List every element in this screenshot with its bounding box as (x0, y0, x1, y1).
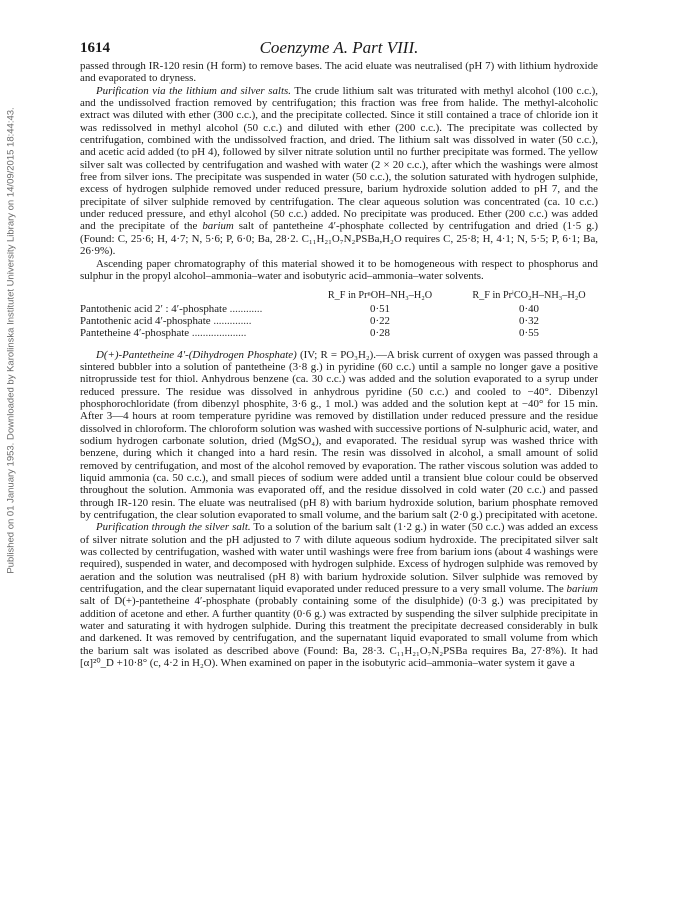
journal-page (80, 38, 598, 670)
compound-name: Pantothenic acid 4′-phosphate .............. (80, 314, 252, 327)
rf-table (80, 290, 598, 339)
compound-name: Pantetheine 4′-phosphate .................... (80, 327, 247, 340)
table-row (80, 303, 598, 315)
paragraph-pantetheine-phosphate (80, 349, 598, 522)
rf-value: 0·55 (519, 327, 539, 340)
table-row (80, 315, 598, 327)
running-title: Coenzyme A. Part VIII. (259, 38, 419, 57)
italic-word: barium (202, 220, 234, 233)
paragraph-purification-lithium-silver (80, 85, 598, 258)
rf-value: 0·32 (519, 314, 539, 327)
rf-table-header (80, 290, 598, 302)
paragraph-purification-silver (80, 521, 598, 669)
paragraph-text: salt of pantetheine 4′-phosphate collected by centrifugation and dried (1·5 g.) (Found: C, 25·6; H, 4·7; N, 5·6; P, 6·0; Ba, 28·2. C₁₁H₂₁O₇N₂PSBa,H₂O requires C, 25·8; H, 4·1; N, 5·5; P, 6·1; Ba, 26·9%). (80, 220, 598, 258)
paragraph-text: (IV; R = PO₃H₂).—A brisk current of oxygen was passed through a sintered bubbler into a solution of pantetheine (3·8 g.) in pyridine (60 c.c.) until a sample no longer gave a positive nitroprusside test for thiol. Anhydrous benzene (ca. 30 c.c.) was added and the solution evaporated to a syrup under reduced pressure. The residue was dissolved in anhydrous pyridine (50 c.c.) and cooled to −40°. Dibenzyl phosphorochloridate (from dibenzyl phosphite, 3·6 g., 1 mol.) was added and the solution kept at −40° for 15 min. After 3—4 hours at room temperature pyridine was removed by distillation under reduced pressure and the residue dissolved in chloroform. The chloroform solution was washed with successive portions of N-sulphuric acid, water, and sodium hydrogen carbonate solution, dried (MgSO₄), and evaporated. The residual syrup was washed thrice with benzene, during which it changed into a hard resin. The resin was dissolved in alcohol, a small amount of solid removed by centrifugation, and most of the alcohol removed by evaporation. The rather viscous solution was added to liquid ammonia (ca. 50 c.c.), and small pieces of sodium were added until a transient blue colour could be observed throughout the solution. Ammonia was evaporated off, and the residue dissolved in cold water (20 c.c.) and passed through IR-120 resin. The eluate was neutralised (pH 8) with barium hydroxide solution, barium phosphate removed by centrifugation, the clear solution evaporated to small volume, and the barium salt (2·0 g.) precipitated with acetone. (80, 348, 599, 522)
page-number: 1614 (80, 40, 110, 56)
section-title: Purification via the lithium and silver salts. (96, 84, 291, 97)
paragraph-text: The crude lithium salt was triturated with methyl alcohol (100 c.c.), and the undissolved fraction removed by centrifugation; this fraction was free from halide. The methyl-alcoholic extract was diluted with ether (300 c.c.), and the precipitate collected. Since it still contained a trace of chloride ion it was redissolved in methyl alcohol (50 c.c.) and diluted with ether (200 c.c.). The precipitate was collected by centrifugation, combined with the undissolved fraction, and dried. The lithium salt was dissolved in water (50 c.c.), and acetic acid added (to pH 4), followed by silver nitrate solution until no further precipitate was formed. The yellow silver salt was collected by centrifugation and washed with water (2 × 20 c.c.), after which the washings were almost free from silver ions. The precipitate was suspended in water (50 c.c.), the solution saturated with hydrogen sulphide, excess of hydrogen sulphide removed under reduced pressure, barium hydroxide solution added to pH 7, and the precipitate of silver sulphide removed by centrifugation. The clear aqueous solution was concentrated (ca. 10 c.c.) under reduced pressure, and ethyl alcohol (50 c.c.) added. No precipitate was produced. Ether (200 c.c.) was added and the precipitate of the (80, 84, 598, 233)
paragraph-chromatography: Ascending paper chromatography of this material showed it to be homogeneous with respect to phosphorus and sulphur in the propyl alcohol–ammonia–water and isobutyric acid–ammonia–water solvents. (80, 257, 598, 282)
rf-value: 0·51 (370, 302, 390, 315)
compound-heading: D(+)-Pantetheine 4′-(Dihydrogen Phosphate) (96, 348, 297, 361)
rf-value: 0·28 (370, 327, 390, 340)
section-title: Purification through the silver salt. (96, 521, 251, 534)
paragraph-text: To a solution of the barium salt (1·2 g.) in water (50 c.c.) was added an excess of silver nitrate solution and the pH adjusted to 7 with dilute aqueous sodium hydroxide. The precipitated silver salt was collected by centrifugation, washed with water until washings were free from barium ions (about 4 washings were required), suspended in water, and decomposed with hydrogen sulphide. Excess of hydrogen sulphide was removed by aeration and the solution was neutralised (pH 8) with barium hydroxide solution. Silver sulphide was removed by centrifugation, and the clear supernatant liquid evaporated under reduced pressure to a very small volume. The (80, 521, 599, 596)
compound-name: Pantothenic acid 2′ : 4′-phosphate ............ (80, 302, 263, 315)
rf-value: 0·40 (519, 302, 539, 315)
paragraph-1: passed through IR-120 resin (H form) to remove bases. The acid eluate was neutralised (pH 7) with lithium hydroxide and evaporated to dryness. (80, 60, 598, 85)
rf-value: 0·22 (370, 314, 390, 327)
download-notice: Published on 01 January 1953. Downloaded by Karolinska Institutet University Library on 14/09/2015 18:44:43. (5, 106, 17, 574)
download-watermark (0, 60, 22, 620)
rf-column-header: R_F in PrⁿOH–NH₃–H₂O (327, 290, 433, 302)
page-header (80, 38, 598, 60)
rf-column-header: R_F in PrⁱCO₂H–NH₃–H₂O (472, 290, 586, 302)
paragraph-text: salt of D(+)-pantetheine 4′-phosphate (probably containing some of the disulphide) (0·3 g.) was precipitated by addition of acetone and ether. A further quantity (0·6 g.) was extracted by suspending the silver sulphide precipitate in water and saturating it with hydrogen sulphide. During this treatment the precipitate decreased considerably in bulk and darkened. It was removed by centrifugation, and the supernatant liquid evaporated to small volume from which the barium salt was isolated as described above (Found: Ba, 28·3. C₁₁H₂₁O₇N₂PSBa requires Ba, 27·8%). It had [α]²⁰_D +10·8° (c, 4·2 in H₂O). When examined on paper in the isobutyric acid–ammonia–water system it gave a (80, 595, 598, 670)
italic-word: barium (566, 583, 598, 596)
table-row (80, 327, 598, 339)
